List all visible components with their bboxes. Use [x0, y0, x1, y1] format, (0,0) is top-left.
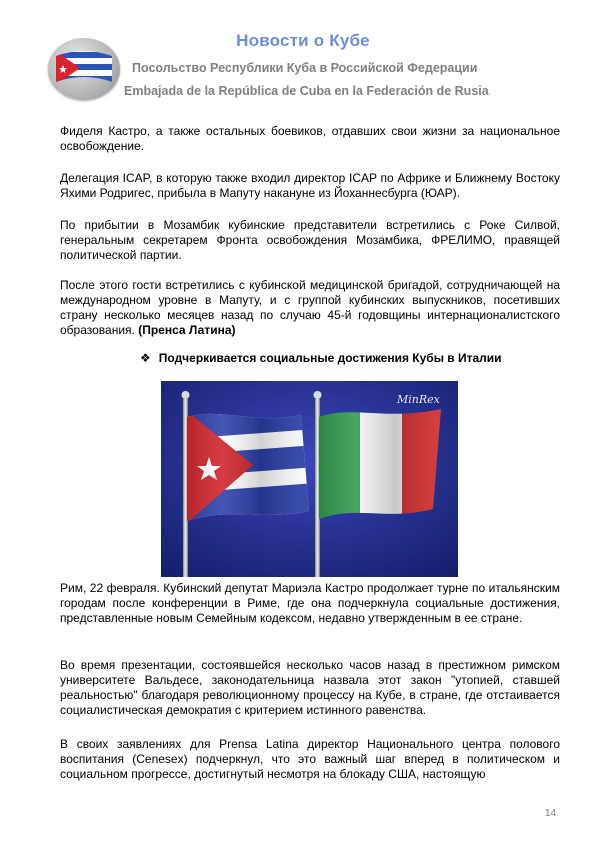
paragraph-4 — [60, 278, 560, 338]
page-number: 14 — [545, 808, 557, 819]
paragraph-4-text: После этого гости встретились с кубинской медицинской бригадой, сотрудничающей на международном уровне в Мапуту, и с группой кубинских выпускников, посетивших страну несколько месяцев назад по случаю 45-й годовщины интернационалистского образования. — [60, 278, 560, 337]
news-source: (Пренса Латина) — [138, 323, 236, 337]
paragraph-2: Делегация ICAP, в которую также входил директор ICAP по Африке и Ближнему Востоку Яхими Родригес, прибыла в Мапуту накануне из Йоханнесбурга (ЮАР). — [60, 171, 560, 200]
cuba-flag-icon — [181, 401, 316, 526]
italy-flag-icon — [316, 401, 447, 526]
paragraph-6: Во время презентации, состоявшейся несколько часов назад в престижном римском университете Вальдесе, законодательница назвала этот закон "утопией, ставшей реальностью" благодаря революционному процессу на Кубе, в стране, где отстаивается социалистическая демократия с критерием истинного равенства. — [60, 658, 560, 717]
article-headline — [140, 351, 502, 365]
photo-watermark: MinRex — [397, 393, 440, 406]
paragraph-1: Фиделя Кастро, а также остальных боевиков, отдавших свои жизни за национальное освобождение. — [60, 124, 560, 153]
flags-photo — [161, 381, 458, 577]
paragraph-7: В своих заявлениях для Prensa Latina директор Национального центра полового воспитания (Cenesex) подчеркнул, что это важный шаг вперед в политическом и социальном прогрессе, достигнутый несмотря на блокаду США, настоящую — [60, 737, 560, 781]
diamond-bullet-icon: ❖ — [140, 351, 151, 365]
paragraph-5: Рим, 22 февраля. Кубинский депутат Мариэла Кастро продолжает турне по итальянским городам после конференции в Риме, где она подчеркнула социальные достижения, представленные новым Семейным кодексом, недавно утвержденным в ее стране. — [60, 581, 560, 625]
article-headline-text: Подчеркивается социальные достижения Кубы в Италии — [158, 351, 502, 365]
embassy-name-ru: Посольство Республики Куба в Российской Федерации — [132, 61, 478, 75]
cuba-flag-emblem-icon — [54, 48, 114, 88]
paragraph-3: По прибытии в Мозамбик кубинские представители встретились с Роке Силвой, генеральным секретарем Фронта освобождения Мозамбика, ФРЕЛИМО, правящей политической партии. — [60, 218, 560, 262]
page-title: Новости о Кубе — [236, 31, 370, 50]
embassy-name-es: Embajada de la República de Cuba en la Federación de Rusia — [124, 84, 489, 98]
